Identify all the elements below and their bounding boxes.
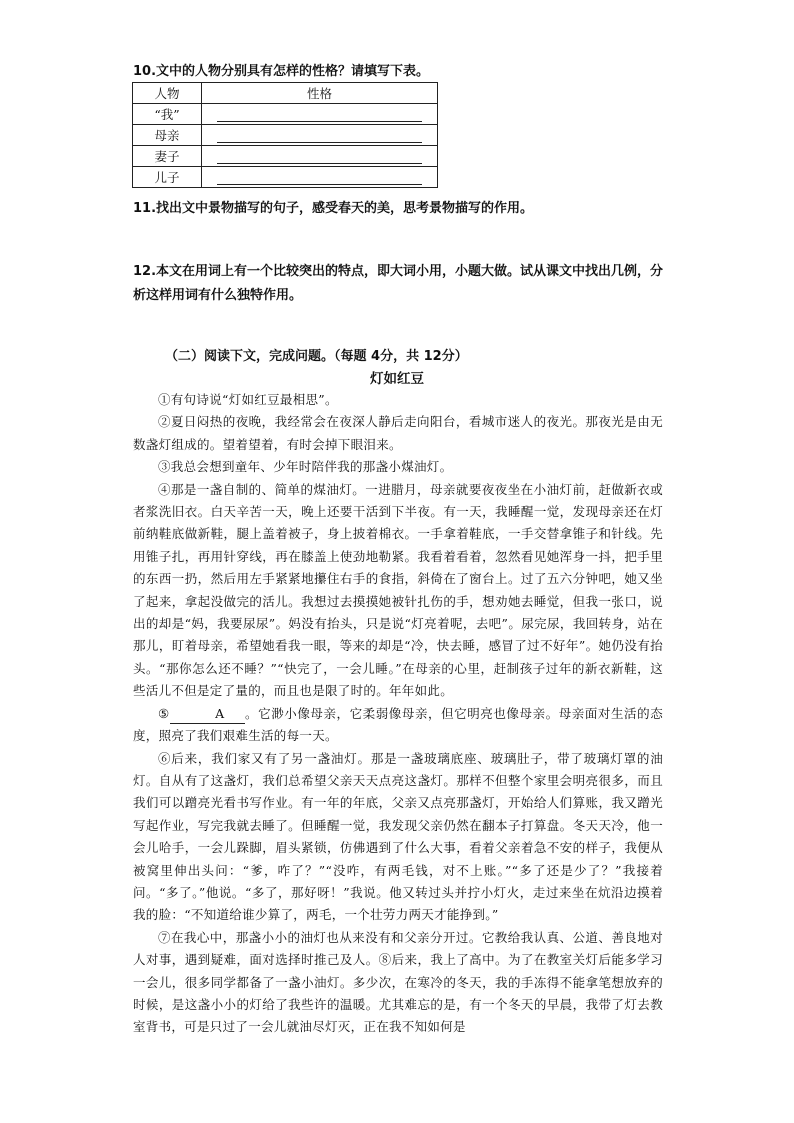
paragraph-5 bbox=[133, 703, 663, 748]
paragraph-5-number: ⑤ bbox=[158, 705, 170, 721]
paragraph-7: ⑦在我心中，那盏小小的油灯也从来没有和父亲分开过。它教给我认真、公道、善良地对人对事，遇到疑难，面对选择时推己及人。⑧后来，我上了高中。为了在教室关灯后能多学习一会儿，很多同学都备了一盏小油灯。多少次，在寒冷的冬天，我的手冻得不能拿笔想放弃的时候，是这盏小小的灯给了我些许的温暖。尤其难忘的是，有一个冬天的早晨，我带了灯去教室背书，可是只过了一会儿就油尽灯灭，正在我不知如何是 bbox=[133, 929, 663, 1035]
character-trait-table bbox=[132, 82, 438, 188]
article-title: 灯如红豆 bbox=[370, 371, 424, 387]
answer-blank[interactable] bbox=[202, 104, 438, 125]
row-character: 妻子 bbox=[133, 146, 202, 167]
answer-blank[interactable] bbox=[202, 125, 438, 146]
header-personality: 性格 bbox=[202, 83, 438, 104]
table-row bbox=[133, 104, 438, 125]
section-heading: （二）阅读下文，完成问题。（每题 4分，共 12分） bbox=[165, 349, 468, 364]
answer-blank[interactable] bbox=[202, 146, 438, 167]
row-character: 母亲 bbox=[133, 125, 202, 146]
table-row bbox=[133, 125, 438, 146]
paragraph-3: ③我总会想到童年、少年时陪伴我的那盏小煤油灯。 bbox=[158, 459, 453, 475]
question-11: 11.找出文中景物描写的句子，感受春天的美，思考景物描写的作用。 bbox=[133, 201, 534, 216]
paragraph-6: ⑥后来，我们家又有了另一盏油灯。那是一盏玻璃底座、玻璃肚子，带了玻璃灯罩的油灯。自从有了这盏灯，我们总希望父亲天天点亮这盏灯。那样不但整个家里会明亮很多，而且我们可以蹭亮光看书写作业。有一年的年底，父亲又点亮那盏灯，开始给人们算账，我又蹭光写起作业，写完我就去睡了。但睡醒一觉，我发现父亲仍然在翻本子打算盘。冬天天冷，他一会儿哈手，一会儿跺脚，眉头紧锁，仿佛遇到了什么大事，看着父亲着急不安的样子，我便从被窝里伸出头问：“爹，咋了？”“没咋，有两毛钱，对不上账。”“多了还是少了？”我接着问。“多了。”他说。“多了，那好呀！”我说。他又转过头并拧小灯火，走过来坐在炕沿边摸着我的脸：“不知道给谁少算了，两毛，一个壮劳力两天才能挣到。” bbox=[133, 750, 663, 923]
table-row bbox=[133, 146, 438, 167]
question-12: 12.本文在用词上有一个比较突出的特点，即大词小用，小题大做。试从课文中找出几例，分析这样用词有什么独特作用。 bbox=[133, 264, 664, 303]
header-character: 人物 bbox=[133, 83, 202, 104]
paragraph-1: ①有句诗说“灯如红豆最相思”。 bbox=[158, 392, 338, 407]
paragraph-4: ④那是一盏自制的、简单的煤油灯。一进腊月，母亲就要夜夜坐在小油灯前，赶做新衣或者浆洗旧衣。白天辛苦一天，晚上还要干活到下半夜。有一天，我睡醒一觉，发现母亲还在灯前纳鞋底做新鞋，腿上盖着被子，身上披着棉衣。一手拿着鞋底，一手交替拿锥子和针线。先用锥子扎，再用针穿线，再在膝盖上使劲地勒紧。我看着看着，忽然看见她浑身一抖，把手里的东西一扔，然后用左手紧紧地攥住右手的食指，斜倚在了窗台上。过了五六分钟吧，她又坐了起来，拿起没做完的活儿。我想过去摸摸她被针扎伤的手，想劝她去睡觉，但我一张口，说出的却是“妈，我要尿尿”。妈没有抬头，只是说“灯亮着呢，去吧”。尿完尿，我回转身，站在那儿，盯着母亲，希望她看我一眼，等来的却是“冷，快去睡，感冒了过不好年”。她仍没有抬头。“那你怎么还不睡？”“快完了，一会儿睡。”在母亲的心里，赶制孩子过年的新衣新鞋，这些活儿不但是定了量的，而且也是限了时的。年年如此。 bbox=[133, 481, 663, 699]
row-character: 儿子 bbox=[133, 167, 202, 188]
table-row bbox=[133, 167, 438, 188]
row-character: “我” bbox=[133, 104, 202, 125]
paragraph-2: ②夏日闷热的夜晚，我经常会在夜深人静后走向阳台，看城市迷人的夜光。那夜光是由无数盏灯组成的。望着望着，有时会掉下眼泪来。 bbox=[133, 414, 663, 452]
fill-in-blank-a[interactable]: A bbox=[170, 705, 245, 724]
article-body bbox=[133, 389, 663, 1039]
question-10: 10.文中的人物分别具有怎样的性格？请填写下表。 bbox=[133, 64, 430, 79]
paragraph-5-text: 。它渺小像母亲，它柔弱像母亲，但它明亮也像母亲。母亲面对生活的态度，照亮了我们艰难生活的每一天。 bbox=[133, 705, 663, 744]
answer-blank[interactable] bbox=[202, 167, 438, 188]
table-header-row bbox=[133, 83, 438, 104]
